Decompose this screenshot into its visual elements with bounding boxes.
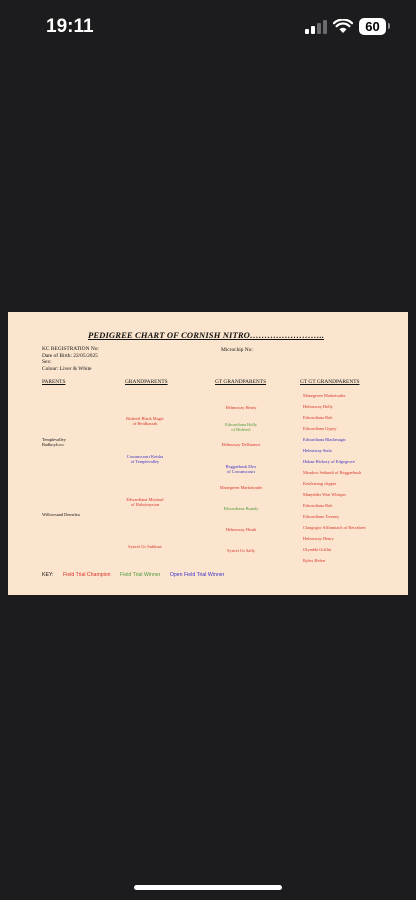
key-item-winner: Field Trial Winner xyxy=(120,572,161,578)
cellular-signal-icon xyxy=(305,20,327,34)
column-header-parents: PARENTS xyxy=(42,379,66,385)
status-time: 19:11 xyxy=(46,16,94,37)
gt-grandparents-entry: Manegreen Marketrader xyxy=(219,485,263,490)
gt-grandparents-entry: Reggaebush Elex of Cowanscourt xyxy=(225,464,257,475)
document-title: PEDIGREE CHART OF CORNISH NITRO…………………….. xyxy=(88,330,325,340)
key-item-champion: Field Trial Champion xyxy=(63,572,111,578)
gt-gt-grandparents-entry: Manegreen Marketrader xyxy=(303,393,346,398)
gt-gt-grandparents-entry: Kettlestang clipper xyxy=(303,481,337,486)
gt-gt-grandparents-entry: Edwardiana Rob xyxy=(303,503,333,508)
grandparents-entry: Edwardiana Missinal of Halwimyrion xyxy=(126,497,164,508)
parents-entry: Templevalley BadboyJoco xyxy=(42,437,66,448)
gt-grandparents-entry: Helmsway Delfstance xyxy=(221,442,261,447)
gt-gt-grandparents-entry: Manydder Won Whisper xyxy=(303,492,347,497)
gt-grandparents-entry: Helmsway Heath xyxy=(225,527,257,532)
dog-info xyxy=(42,346,99,372)
colour: Colour: Liver & White xyxy=(42,365,92,372)
color-key xyxy=(42,572,232,578)
column-header-gt-gt-grandparents: GT GT GRANDPARENTS xyxy=(300,379,360,385)
parents-entry: Willowsand Demelza xyxy=(42,512,80,517)
status-bar xyxy=(0,0,416,56)
microchip-number: Microchip No: xyxy=(221,347,253,353)
gt-grandparents-entry: Helmsway Henry xyxy=(225,405,257,410)
gt-gt-grandparents-entry: Rylex Helen xyxy=(303,558,325,563)
gt-grandparents-entry: Edwardiana Holly of Bisheeil xyxy=(224,422,258,433)
home-indicator[interactable] xyxy=(134,885,282,890)
battery-icon: 60 xyxy=(359,18,386,35)
key-label: KEY: xyxy=(42,572,54,578)
gt-gt-grandparents-entry: Helmsway Holly xyxy=(303,404,333,409)
pedigree-document xyxy=(8,312,408,595)
key-item-open-winner: Open Field Trial Winner xyxy=(169,572,225,578)
grandparents-entry: Cowanscourt Keisha of Templevalley xyxy=(126,454,164,465)
battery-tip xyxy=(388,23,390,29)
gt-gt-grandparents-entry: Hakan Hickory of Edgegrove xyxy=(303,459,355,464)
gt-grandparents-entry: Edwardiana Brandy xyxy=(223,506,259,511)
gt-gt-grandparents-entry: Clangogor Affinmiach of Reixsheet xyxy=(303,525,366,530)
grandparents-entry: Syncet Us Sublime xyxy=(128,544,162,549)
gt-gt-grandparents-entry: Edwardiana Gypsy xyxy=(303,426,337,431)
gt-gt-grandparents-entry: Meadow Setlandi of Reggaebush xyxy=(303,470,362,475)
gt-gt-grandparents-entry: Edwardiana Treeney xyxy=(303,514,340,519)
gt-gt-grandparents-entry: Edwardiana Rob xyxy=(303,415,333,420)
date-of-birth: Date of Birth: 22/05/2025 xyxy=(42,352,98,359)
kc-registration: KC REGISTRATION No: xyxy=(42,346,99,352)
grandparents-entry: Bisheeil Black Magic of Heidkasrab xyxy=(125,416,165,427)
gt-gt-grandparents-entry: Glyndda Griffin xyxy=(303,547,332,552)
gt-grandparents-entry: Syncet Us Sally xyxy=(226,548,256,553)
gt-gt-grandparents-entry: Edwardiana Blackmagic xyxy=(303,437,347,442)
wifi-icon xyxy=(333,19,353,34)
column-header-grandparents: GRANDPARENTS xyxy=(125,379,168,385)
gt-gt-grandparents-entry: Helmsway Henry xyxy=(303,536,334,541)
column-header-gt-grandparents: GT GRANDPARENTS xyxy=(215,379,267,385)
sex: Sex: xyxy=(42,359,52,366)
gt-gt-grandparents-entry: Helmsway Stalo xyxy=(303,448,332,453)
